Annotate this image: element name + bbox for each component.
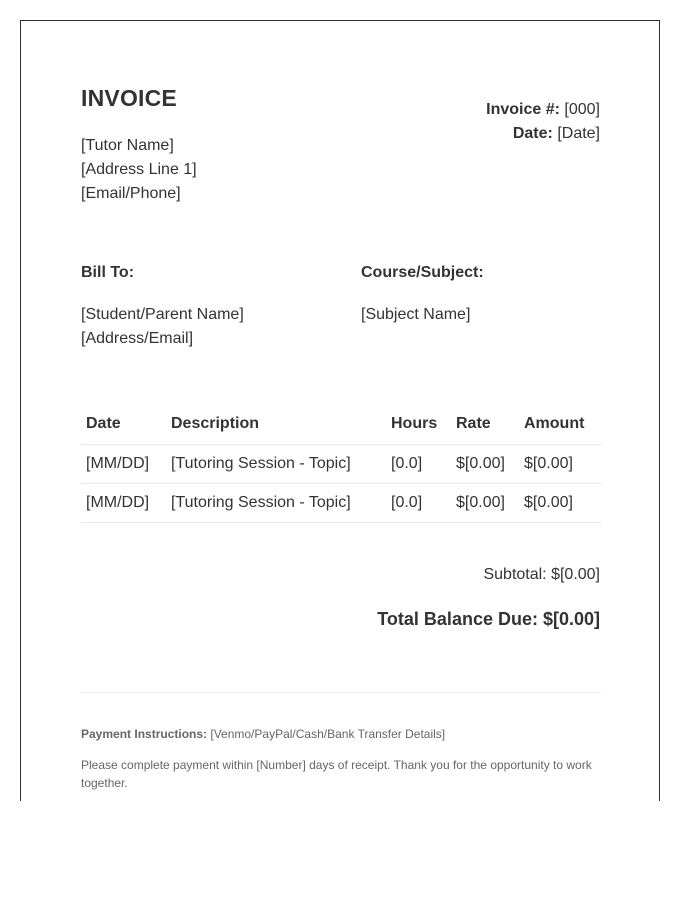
payment-instructions bbox=[81, 726, 601, 742]
tutor-address: [Address Line 1] bbox=[81, 161, 197, 178]
course-section bbox=[361, 263, 601, 327]
footer-divider bbox=[81, 692, 601, 693]
bill-to-heading: Bill To: bbox=[81, 264, 135, 281]
table-row bbox=[81, 484, 601, 523]
header-date: Date bbox=[81, 404, 166, 445]
invoice-page bbox=[20, 20, 660, 801]
table-row bbox=[81, 445, 601, 484]
row-rate: $[0.00] bbox=[451, 484, 519, 523]
payment-instructions-details: [Venmo/PayPal/Cash/Bank Transfer Details] bbox=[207, 727, 446, 741]
header-hours: Hours bbox=[386, 404, 451, 445]
header-description: Description bbox=[166, 404, 386, 445]
row-hours: [0.0] bbox=[386, 484, 451, 523]
invoice-number-label: Invoice #: bbox=[486, 101, 560, 118]
invoice-date bbox=[486, 122, 600, 146]
subtotal: Subtotal: $[0.00] bbox=[483, 566, 600, 583]
header-amount: Amount bbox=[519, 404, 601, 445]
invoice-date-label: Date: bbox=[512, 125, 553, 142]
row-amount: $[0.00] bbox=[519, 445, 601, 484]
row-date: [MM/DD] bbox=[81, 445, 166, 484]
total-balance-due: Total Balance Due: $[0.00] bbox=[377, 609, 600, 629]
row-description: [Tutoring Session - Topic] bbox=[166, 445, 386, 484]
invoice-number-value: [000] bbox=[564, 101, 600, 118]
bill-to-body bbox=[81, 303, 341, 351]
invoice-date-value: [Date] bbox=[557, 125, 600, 142]
payment-instructions-label: Payment Instructions: bbox=[81, 727, 208, 741]
tutor-name: [Tutor Name] bbox=[81, 137, 174, 154]
row-rate: $[0.00] bbox=[451, 445, 519, 484]
bill-to-contact: [Address/Email] bbox=[81, 330, 194, 347]
row-hours: [0.0] bbox=[386, 445, 451, 484]
row-date: [MM/DD] bbox=[81, 484, 166, 523]
table-header-row bbox=[81, 404, 601, 445]
payment-note: Please complete payment within [Number] days of receipt. Thank you for the opportunity to work together. bbox=[81, 758, 592, 790]
invoice-number bbox=[486, 98, 600, 122]
row-description: [Tutoring Session - Topic] bbox=[166, 484, 386, 523]
line-items-table bbox=[81, 404, 601, 523]
tutor-contact: [Email/Phone] bbox=[81, 185, 181, 202]
bill-to-section bbox=[81, 263, 341, 351]
invoice-meta bbox=[486, 98, 600, 146]
sender-block bbox=[81, 134, 197, 206]
row-amount: $[0.00] bbox=[519, 484, 601, 523]
course-heading: Course/Subject: bbox=[361, 264, 484, 281]
course-name: [Subject Name] bbox=[361, 306, 471, 323]
course-body bbox=[361, 303, 601, 327]
invoice-title: INVOICE bbox=[81, 85, 177, 111]
header-rate: Rate bbox=[451, 404, 519, 445]
bill-to-name: [Student/Parent Name] bbox=[81, 306, 244, 323]
